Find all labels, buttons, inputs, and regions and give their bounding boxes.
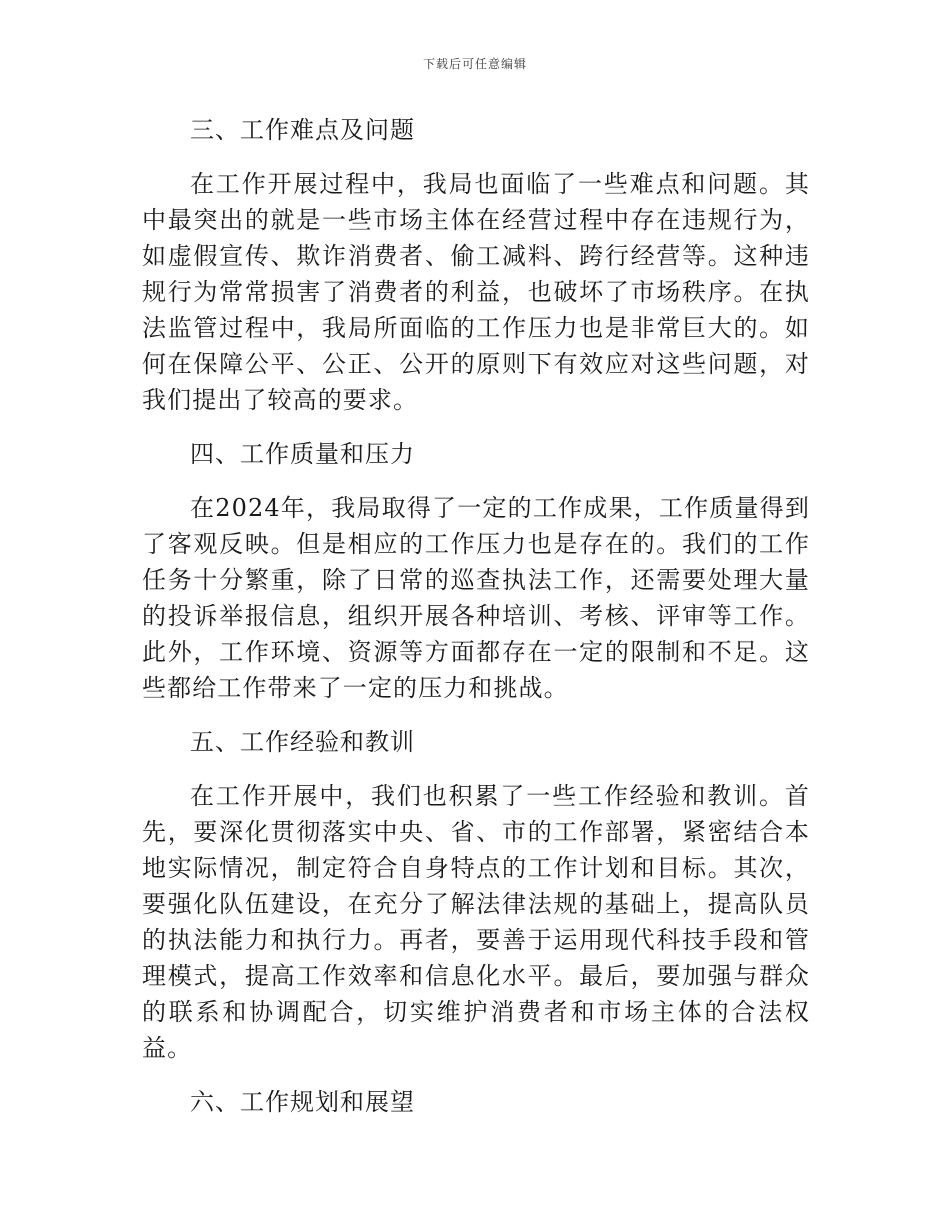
section-heading-3: 三、工作难点及问题: [190, 116, 415, 144]
section-paragraph-4: 在2024年，我局取得了一定的工作成果，工作质量得到了客观反映。但是相应的工作压力也是存在的。我们的工作任务十分繁重，除了日常的巡查执法工作，还需要处理大量的投诉举报信息，组织开展各种培训、考核、评审等工作。此外，工作环境、资源等方面都存在一定的限制和不足。这些都给工作带来了一定的压力和挑战。: [142, 494, 810, 702]
section-heading-6: 六、工作规划和展望: [190, 1088, 415, 1116]
section-heading-4: 四、工作质量和压力: [190, 440, 415, 468]
section-paragraph-3: 在工作开展过程中，我局也面临了一些难点和问题。其中最突出的就是一些市场主体在经营过程中存在违规行为，如虚假宣传、欺诈消费者、偷工减料、跨行经营等。这种违规行为常常损害了消费者的利益，也破坏了市场秩序。在执法监管过程中，我局所面临的工作压力也是非常巨大的。如何在保障公平、公正、公开的原则下有效应对这些问题，对我们提出了较高的要求。: [142, 170, 810, 414]
section-paragraph-5: 在工作开展中，我们也积累了一些工作经验和教训。首先，要深化贯彻落实中央、省、市的工作部署，紧密结合本地实际情况，制定符合自身特点的工作计划和目标。其次，要强化队伍建设，在充分了解法律法规的基础上，提高队员的执法能力和执行力。再者，要善于运用现代科技手段和管理模式，提高工作效率和信息化水平。最后，要加强与群众的联系和协调配合，切实维护消费者和市场主体的合法权益。: [142, 782, 810, 1062]
header-note: 下载后可任意编辑: [422, 57, 527, 71]
section-heading-5: 五、工作经验和教训: [190, 728, 415, 756]
document-body: [142, 112, 810, 1138]
